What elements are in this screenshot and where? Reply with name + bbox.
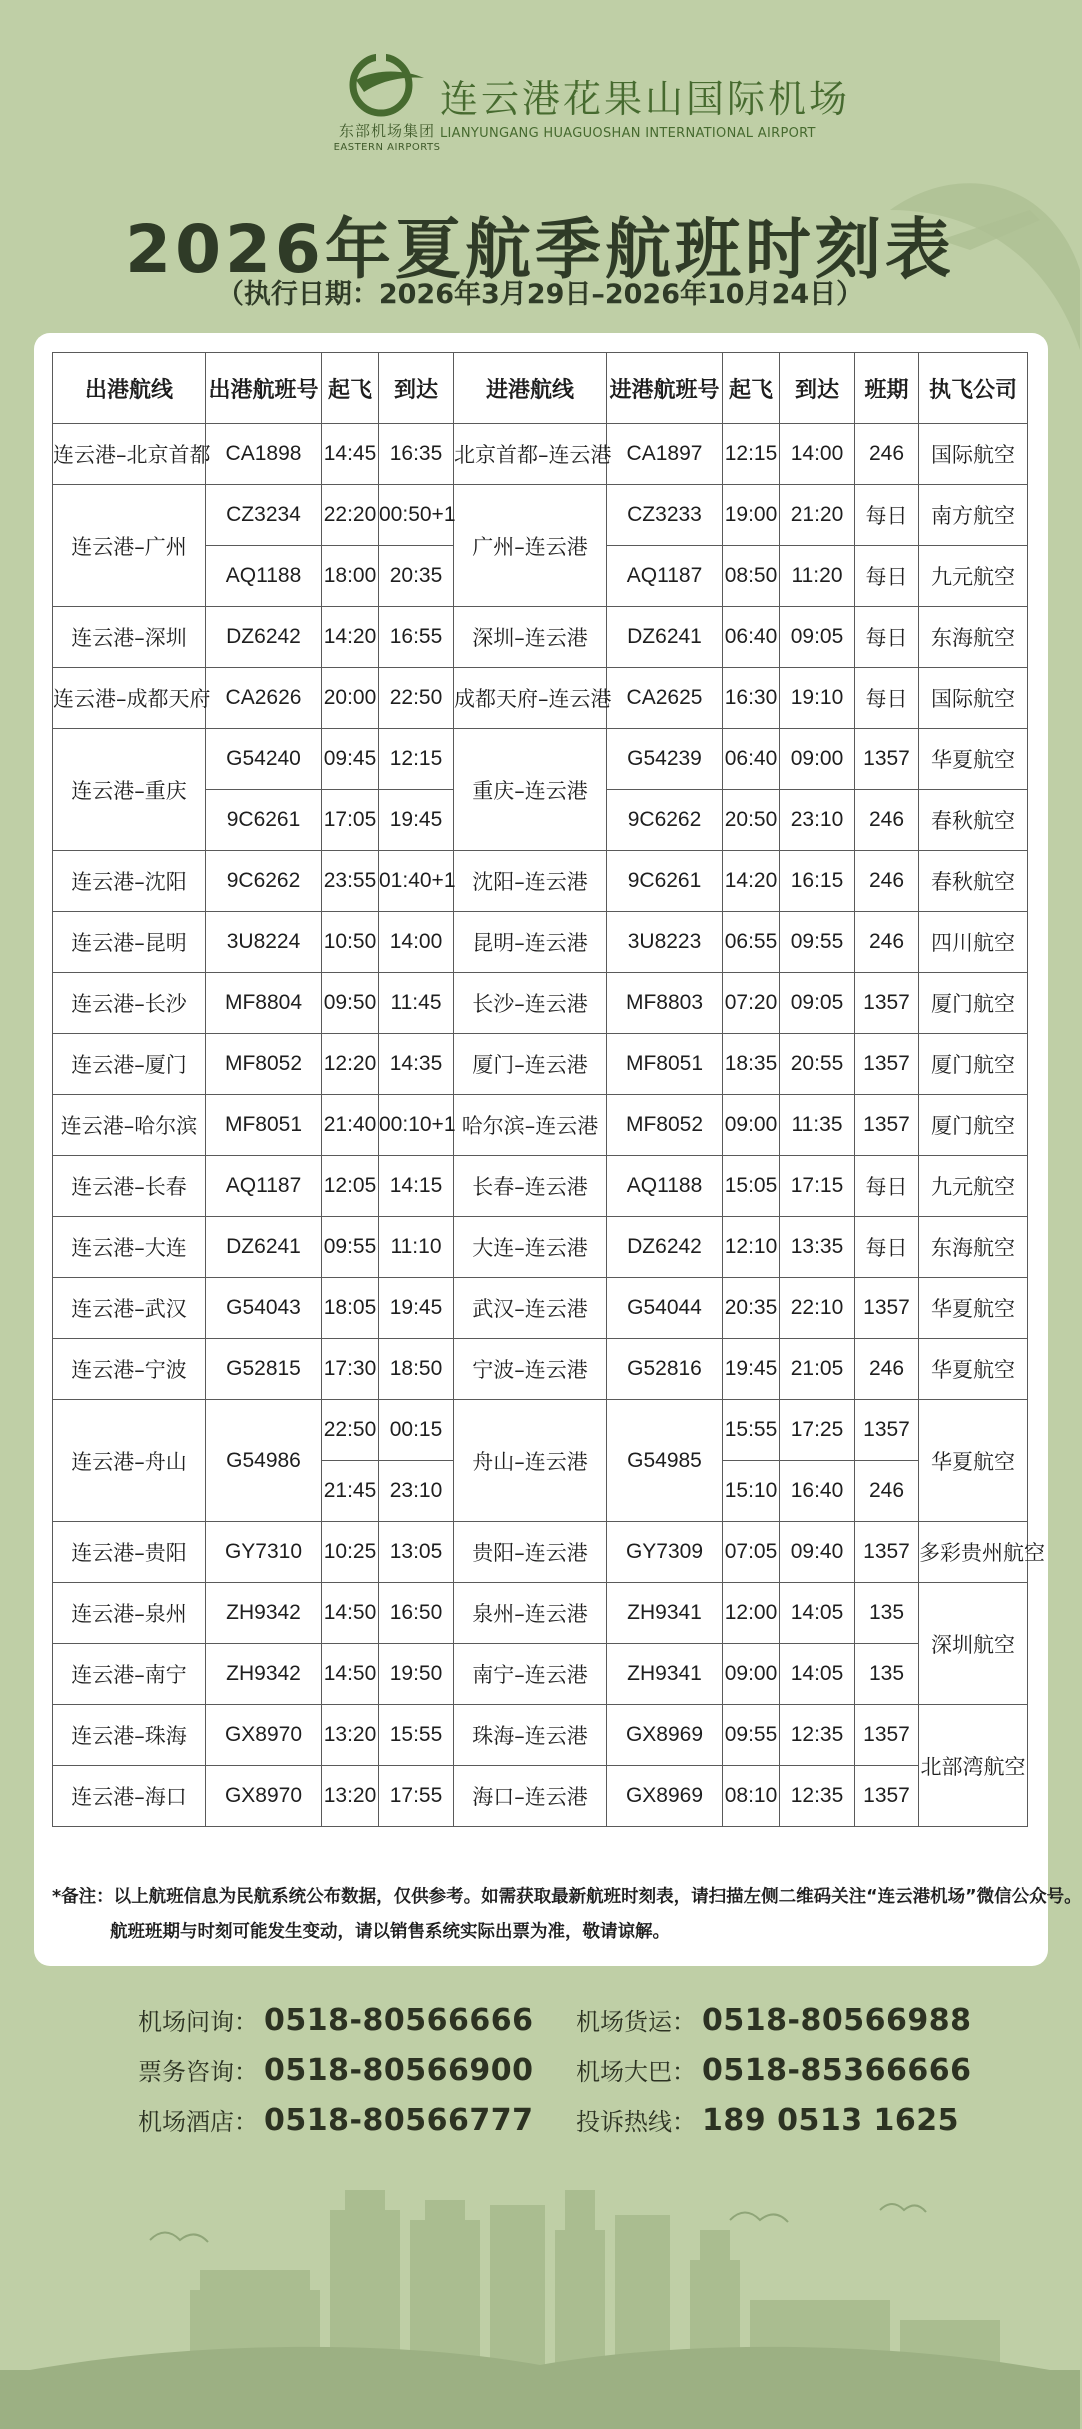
cell-in-arr: 14:05 <box>780 1583 855 1644</box>
cell-out-flight: MF8804 <box>206 973 322 1034</box>
cell-days: 246 <box>855 851 919 912</box>
cell-out-dep: 18:05 <box>322 1278 379 1339</box>
table-row <box>53 607 1028 668</box>
airport-name-en: LIANYUNGANG HUAGUOSHAN INTERNATIONAL AIRPORT <box>440 126 816 141</box>
cell-out-flight: GY7310 <box>206 1522 322 1583</box>
cell-in-flight: MF8803 <box>607 973 723 1034</box>
table-row <box>53 1400 1028 1461</box>
cell-days: 1357 <box>855 1278 919 1339</box>
cell-out-arr: 17:55 <box>379 1766 454 1827</box>
cell-in-route: 哈尔滨–连云港 <box>454 1095 607 1156</box>
table-row <box>53 1583 1028 1644</box>
cell-days: 135 <box>855 1644 919 1705</box>
cell-in-dep: 07:20 <box>723 973 780 1034</box>
cell-in-route: 昆明–连云港 <box>454 912 607 973</box>
cell-days: 每日 <box>855 1217 919 1278</box>
cell-out-route: 连云港–大连 <box>53 1217 206 1278</box>
cell-in-dep: 08:50 <box>723 546 780 607</box>
cell-in-flight: DZ6241 <box>607 607 723 668</box>
table-row <box>53 424 1028 485</box>
table-row <box>53 1522 1028 1583</box>
cell-in-flight: GY7309 <box>607 1522 723 1583</box>
contact-label: 票务咨询： <box>138 2058 258 2086</box>
cell-in-flight: G54985 <box>607 1400 723 1522</box>
cell-in-route: 武汉–连云港 <box>454 1278 607 1339</box>
cell-airline: 华夏航空 <box>919 1400 1028 1522</box>
contact-phone: 0518-80566777 <box>264 2103 534 2138</box>
cell-in-dep: 20:50 <box>723 790 780 851</box>
cell-in-dep: 09:55 <box>723 1705 780 1766</box>
cell-in-route: 重庆–连云港 <box>454 729 607 851</box>
contact-label: 机场大巴： <box>576 2058 696 2086</box>
col-header-out-flight: 出港航班号 <box>206 353 322 424</box>
cell-days: 每日 <box>855 1156 919 1217</box>
cell-days: 1357 <box>855 973 919 1034</box>
table-row <box>53 973 1028 1034</box>
cell-in-flight: MF8051 <box>607 1034 723 1095</box>
table-row <box>53 1278 1028 1339</box>
cell-out-route: 连云港–宁波 <box>53 1339 206 1400</box>
cell-out-route: 连云港–沈阳 <box>53 851 206 912</box>
cell-in-arr: 12:35 <box>780 1705 855 1766</box>
col-header-in-route: 进港航线 <box>454 353 607 424</box>
cell-out-dep: 21:40 <box>322 1095 379 1156</box>
cell-in-flight: ZH9341 <box>607 1583 723 1644</box>
cell-out-arr: 00:15 <box>379 1400 454 1461</box>
cell-out-arr: 13:05 <box>379 1522 454 1583</box>
cell-out-route: 连云港–泉州 <box>53 1583 206 1644</box>
cell-out-flight: 9C6262 <box>206 851 322 912</box>
cell-out-flight: MF8051 <box>206 1095 322 1156</box>
cell-out-arr: 01:40+1 <box>379 851 454 912</box>
cell-days: 1357 <box>855 1034 919 1095</box>
table-row <box>53 668 1028 729</box>
contact-cargo <box>576 2002 971 2038</box>
cell-in-flight: GX8969 <box>607 1766 723 1827</box>
cell-days: 246 <box>855 1339 919 1400</box>
cell-in-flight: ZH9341 <box>607 1644 723 1705</box>
cell-in-route: 贵阳–连云港 <box>454 1522 607 1583</box>
cell-out-route: 连云港–舟山 <box>53 1400 206 1522</box>
cell-airline: 国际航空 <box>919 668 1028 729</box>
cell-in-flight: GX8969 <box>607 1705 723 1766</box>
cell-airline: 厦门航空 <box>919 1034 1028 1095</box>
effective-dates: （执行日期：2026年3月29日–2026年10月24日） <box>216 279 864 310</box>
cell-in-arr: 14:05 <box>780 1644 855 1705</box>
cell-out-flight: ZH9342 <box>206 1644 322 1705</box>
cell-in-dep: 15:55 <box>723 1400 780 1461</box>
cell-in-route: 沈阳–连云港 <box>454 851 607 912</box>
cell-days: 1357 <box>855 1522 919 1583</box>
cell-out-arr: 16:55 <box>379 607 454 668</box>
cell-in-flight: 3U8223 <box>607 912 723 973</box>
table-row <box>53 1095 1028 1156</box>
contact-phone: 0518-80566900 <box>264 2053 534 2088</box>
cell-out-dep: 22:50 <box>322 1400 379 1461</box>
cell-in-arr: 09:00 <box>780 729 855 790</box>
cell-out-flight: DZ6241 <box>206 1217 322 1278</box>
cell-out-flight: AQ1187 <box>206 1156 322 1217</box>
cell-out-dep: 10:25 <box>322 1522 379 1583</box>
cell-in-route: 宁波–连云港 <box>454 1339 607 1400</box>
cell-out-dep: 14:20 <box>322 607 379 668</box>
cell-out-dep: 18:00 <box>322 546 379 607</box>
cell-airline: 南方航空 <box>919 485 1028 546</box>
cell-out-dep: 10:50 <box>322 912 379 973</box>
cell-out-flight: 3U8224 <box>206 912 322 973</box>
cell-days: 135 <box>855 1583 919 1644</box>
cell-airline: 春秋航空 <box>919 851 1028 912</box>
cell-in-flight: AQ1187 <box>607 546 723 607</box>
cell-in-dep: 12:10 <box>723 1217 780 1278</box>
table-body <box>53 424 1045 1827</box>
cell-out-arr: 11:45 <box>379 973 454 1034</box>
cell-airline: 华夏航空 <box>919 1278 1028 1339</box>
col-header-in-dep: 起飞 <box>723 353 780 424</box>
contact-phone: 0518-85366666 <box>702 2053 972 2088</box>
airline-logo-icon <box>336 50 426 120</box>
contact-ticketing <box>138 2052 533 2088</box>
page-title: 2026年夏航季航班时刻表 <box>125 211 955 288</box>
cell-days: 1357 <box>855 1400 919 1461</box>
cell-in-dep: 19:45 <box>723 1339 780 1400</box>
cell-out-flight: CA2626 <box>206 668 322 729</box>
cell-in-arr: 09:40 <box>780 1522 855 1583</box>
cell-in-arr: 11:35 <box>780 1095 855 1156</box>
table-row <box>53 1034 1028 1095</box>
table-row <box>53 1644 1028 1705</box>
cell-airline: 东海航空 <box>919 1217 1028 1278</box>
remark-line-1: *备注：以上航班信息为民航系统公布数据，仅供参考。如需获取最新航班时刻表，请扫描左侧二维码关注“连云港机场”微信公众号。 <box>52 1887 1082 1907</box>
contact-hotel <box>138 2102 533 2138</box>
cell-out-arr: 18:50 <box>379 1339 454 1400</box>
cell-airline: 春秋航空 <box>919 790 1028 851</box>
cell-in-flight: DZ6242 <box>607 1217 723 1278</box>
cell-out-dep: 12:20 <box>322 1034 379 1095</box>
cell-airline: 九元航空 <box>919 1156 1028 1217</box>
cell-out-arr: 00:10+1 <box>379 1095 454 1156</box>
cell-airline: 华夏航空 <box>919 729 1028 790</box>
cell-in-dep: 07:05 <box>723 1522 780 1583</box>
table-row <box>53 1766 1028 1827</box>
cell-days: 1357 <box>855 729 919 790</box>
cell-airline: 深圳航空 <box>919 1583 1028 1705</box>
cell-in-arr: 14:00 <box>780 424 855 485</box>
cell-days: 每日 <box>855 607 919 668</box>
cell-out-route: 连云港–广州 <box>53 485 206 607</box>
cell-out-dep: 17:30 <box>322 1339 379 1400</box>
cell-out-arr: 11:10 <box>379 1217 454 1278</box>
cell-in-arr: 23:10 <box>780 790 855 851</box>
contact-label: 投诉热线： <box>576 2108 696 2136</box>
cell-out-arr: 16:50 <box>379 1583 454 1644</box>
cell-days: 246 <box>855 790 919 851</box>
contact-label: 机场货运： <box>576 2008 696 2036</box>
col-header-in-flight: 进港航班号 <box>607 353 723 424</box>
table-row <box>53 1339 1028 1400</box>
cell-out-flight: GX8970 <box>206 1705 322 1766</box>
cell-days: 每日 <box>855 546 919 607</box>
cell-in-dep: 16:30 <box>723 668 780 729</box>
cell-airline: 厦门航空 <box>919 1095 1028 1156</box>
cell-in-route: 北京首都–连云港 <box>454 424 607 485</box>
table-row <box>53 1217 1028 1278</box>
group-name-en: EASTERN AIRPORTS <box>333 142 441 153</box>
airport-name-cn: 连云港花果山国际机场 <box>440 77 851 121</box>
contact-inquiry <box>138 2002 533 2038</box>
table-row <box>53 729 1028 790</box>
cell-in-dep: 12:00 <box>723 1583 780 1644</box>
cell-in-arr: 11:20 <box>780 546 855 607</box>
cell-out-arr: 14:35 <box>379 1034 454 1095</box>
cell-in-flight: G52816 <box>607 1339 723 1400</box>
contact-label: 机场酒店： <box>138 2108 258 2136</box>
cell-days: 每日 <box>855 485 919 546</box>
cell-out-arr: 16:35 <box>379 424 454 485</box>
cell-out-route: 连云港–珠海 <box>53 1705 206 1766</box>
cell-out-arr: 14:00 <box>379 912 454 973</box>
contact-label: 机场问询： <box>138 2008 258 2036</box>
contact-phone: 0518-80566666 <box>264 2003 534 2038</box>
cell-out-route: 连云港–长沙 <box>53 973 206 1034</box>
cell-in-dep: 06:55 <box>723 912 780 973</box>
cell-days: 246 <box>855 1461 919 1522</box>
cell-days: 1357 <box>855 1095 919 1156</box>
cell-in-arr: 09:55 <box>780 912 855 973</box>
cell-in-arr: 19:10 <box>780 668 855 729</box>
cell-in-route: 舟山–连云港 <box>454 1400 607 1522</box>
col-header-out-arr: 到达 <box>379 353 454 424</box>
col-header-in-arr: 到达 <box>780 353 855 424</box>
cell-out-flight: AQ1188 <box>206 546 322 607</box>
cell-out-flight: 9C6261 <box>206 790 322 851</box>
cell-out-route: 连云港–长春 <box>53 1156 206 1217</box>
cell-out-route: 连云港–南宁 <box>53 1644 206 1705</box>
cell-in-route: 长沙–连云港 <box>454 973 607 1034</box>
cell-out-arr: 19:45 <box>379 1278 454 1339</box>
cell-in-route: 深圳–连云港 <box>454 607 607 668</box>
cell-in-arr: 17:15 <box>780 1156 855 1217</box>
cell-out-route: 连云港–成都天府 <box>53 668 206 729</box>
cell-out-arr: 14:15 <box>379 1156 454 1217</box>
cell-in-arr: 16:40 <box>780 1461 855 1522</box>
cell-airline: 厦门航空 <box>919 973 1028 1034</box>
cell-out-flight: DZ6242 <box>206 607 322 668</box>
table-row <box>53 1705 1028 1766</box>
cell-airline: 九元航空 <box>919 546 1028 607</box>
cell-days: 246 <box>855 912 919 973</box>
cell-out-arr: 19:45 <box>379 790 454 851</box>
cell-out-arr: 22:50 <box>379 668 454 729</box>
col-header-out-route: 出港航线 <box>53 353 206 424</box>
group-name-cn: 东部机场集团 <box>338 122 435 140</box>
cell-out-dep: 17:05 <box>322 790 379 851</box>
cell-in-dep: 15:10 <box>723 1461 780 1522</box>
cell-in-route: 珠海–连云港 <box>454 1705 607 1766</box>
cell-out-dep: 09:55 <box>322 1217 379 1278</box>
cell-out-flight: ZH9342 <box>206 1583 322 1644</box>
cell-out-dep: 14:50 <box>322 1583 379 1644</box>
cell-out-flight: CA1898 <box>206 424 322 485</box>
remarks <box>52 1880 1082 1950</box>
cell-out-flight: GX8970 <box>206 1766 322 1827</box>
cell-days: 1357 <box>855 1766 919 1827</box>
cell-days: 1357 <box>855 1705 919 1766</box>
cell-in-dep: 14:20 <box>723 851 780 912</box>
cell-out-dep: 21:45 <box>322 1461 379 1522</box>
cell-out-route: 连云港–厦门 <box>53 1034 206 1095</box>
cell-out-route: 连云港–昆明 <box>53 912 206 973</box>
header-logo-area <box>0 40 1080 160</box>
cell-out-arr: 19:50 <box>379 1644 454 1705</box>
cell-out-arr: 20:35 <box>379 546 454 607</box>
cell-airline: 四川航空 <box>919 912 1028 973</box>
contact-complaint <box>576 2102 959 2138</box>
table-row <box>53 912 1028 973</box>
cell-out-dep: 09:45 <box>322 729 379 790</box>
cell-in-arr: 17:25 <box>780 1400 855 1461</box>
cell-out-arr: 15:55 <box>379 1705 454 1766</box>
cell-out-dep: 12:05 <box>322 1156 379 1217</box>
col-header-airline: 执飞公司 <box>919 353 1028 424</box>
cell-out-route: 连云港–武汉 <box>53 1278 206 1339</box>
table-row <box>53 1156 1028 1217</box>
cell-in-arr: 09:05 <box>780 607 855 668</box>
cell-out-flight: MF8052 <box>206 1034 322 1095</box>
table-header-row <box>53 353 1028 424</box>
contact-phone: 189 0513 1625 <box>702 2103 960 2138</box>
cell-in-dep: 06:40 <box>723 607 780 668</box>
table-row <box>53 851 1028 912</box>
cell-in-dep: 06:40 <box>723 729 780 790</box>
cell-out-dep: 13:20 <box>322 1705 379 1766</box>
cell-in-route: 大连–连云港 <box>454 1217 607 1278</box>
city-skyline-illustration <box>0 2170 1080 2429</box>
cell-out-route: 连云港–深圳 <box>53 607 206 668</box>
cell-in-dep: 19:00 <box>723 485 780 546</box>
cell-out-flight: G54043 <box>206 1278 322 1339</box>
cell-airline: 北部湾航空 <box>919 1705 1028 1827</box>
remark-line-2: 航班班期与时刻可能发生变动，请以销售系统实际出票为准，敬请谅解。 <box>110 1922 670 1942</box>
cell-out-flight: G54986 <box>206 1400 322 1522</box>
contact-airport-bus <box>576 2052 971 2088</box>
cell-in-arr: 21:20 <box>780 485 855 546</box>
cell-out-dep: 14:50 <box>322 1644 379 1705</box>
cell-out-route: 连云港–哈尔滨 <box>53 1095 206 1156</box>
cell-in-flight: MF8052 <box>607 1095 723 1156</box>
cell-days: 246 <box>855 424 919 485</box>
cell-airline: 多彩贵州航空 <box>919 1522 1028 1583</box>
cell-in-arr: 20:55 <box>780 1034 855 1095</box>
cell-days: 每日 <box>855 668 919 729</box>
cell-out-route: 连云港–海口 <box>53 1766 206 1827</box>
cell-in-flight: CA2625 <box>607 668 723 729</box>
cell-in-dep: 12:15 <box>723 424 780 485</box>
cell-in-arr: 12:35 <box>780 1766 855 1827</box>
cell-in-route: 海口–连云港 <box>454 1766 607 1827</box>
cell-out-dep: 14:45 <box>322 424 379 485</box>
cell-out-flight: G52815 <box>206 1339 322 1400</box>
cell-in-flight: 9C6262 <box>607 790 723 851</box>
cell-airline: 东海航空 <box>919 607 1028 668</box>
cell-in-route: 长春–连云港 <box>454 1156 607 1217</box>
col-header-days: 班期 <box>855 353 919 424</box>
cell-in-flight: 9C6261 <box>607 851 723 912</box>
col-header-out-dep: 起飞 <box>322 353 379 424</box>
cell-out-route: 连云港–北京首都 <box>53 424 206 485</box>
cell-in-flight: G54044 <box>607 1278 723 1339</box>
cell-in-dep: 09:00 <box>723 1644 780 1705</box>
cell-in-flight: CA1897 <box>607 424 723 485</box>
cell-in-arr: 09:05 <box>780 973 855 1034</box>
cell-in-route: 厦门–连云港 <box>454 1034 607 1095</box>
cell-in-route: 成都天府–连云港 <box>454 668 607 729</box>
cell-in-route: 南宁–连云港 <box>454 1644 607 1705</box>
cell-in-route: 泉州–连云港 <box>454 1583 607 1644</box>
table-row <box>53 485 1028 546</box>
cell-in-arr: 22:10 <box>780 1278 855 1339</box>
cell-out-dep: 20:00 <box>322 668 379 729</box>
cell-out-flight: G54240 <box>206 729 322 790</box>
cell-in-flight: CZ3233 <box>607 485 723 546</box>
cell-out-arr: 12:15 <box>379 729 454 790</box>
cell-airline: 华夏航空 <box>919 1339 1028 1400</box>
contact-phone: 0518-80566988 <box>702 2003 972 2038</box>
cell-out-route: 连云港–重庆 <box>53 729 206 851</box>
cell-in-dep: 09:00 <box>723 1095 780 1156</box>
cell-out-arr: 23:10 <box>379 1461 454 1522</box>
cell-in-arr: 21:05 <box>780 1339 855 1400</box>
cell-in-dep: 18:35 <box>723 1034 780 1095</box>
cell-out-flight: CZ3234 <box>206 485 322 546</box>
cell-out-arr: 00:50+1 <box>379 485 454 546</box>
cell-out-dep: 09:50 <box>322 973 379 1034</box>
cell-out-route: 连云港–贵阳 <box>53 1522 206 1583</box>
cell-airline: 国际航空 <box>919 424 1028 485</box>
cell-out-dep: 23:55 <box>322 851 379 912</box>
cell-in-dep: 15:05 <box>723 1156 780 1217</box>
cell-in-dep: 20:35 <box>723 1278 780 1339</box>
cell-in-dep: 08:10 <box>723 1766 780 1827</box>
cell-in-arr: 16:15 <box>780 851 855 912</box>
cell-in-arr: 13:35 <box>780 1217 855 1278</box>
cell-out-dep: 22:20 <box>322 485 379 546</box>
cell-in-route: 广州–连云港 <box>454 485 607 607</box>
flight-schedule-table <box>52 352 1045 1827</box>
cell-out-dep: 13:20 <box>322 1766 379 1827</box>
cell-in-flight: AQ1188 <box>607 1156 723 1217</box>
cell-in-flight: G54239 <box>607 729 723 790</box>
